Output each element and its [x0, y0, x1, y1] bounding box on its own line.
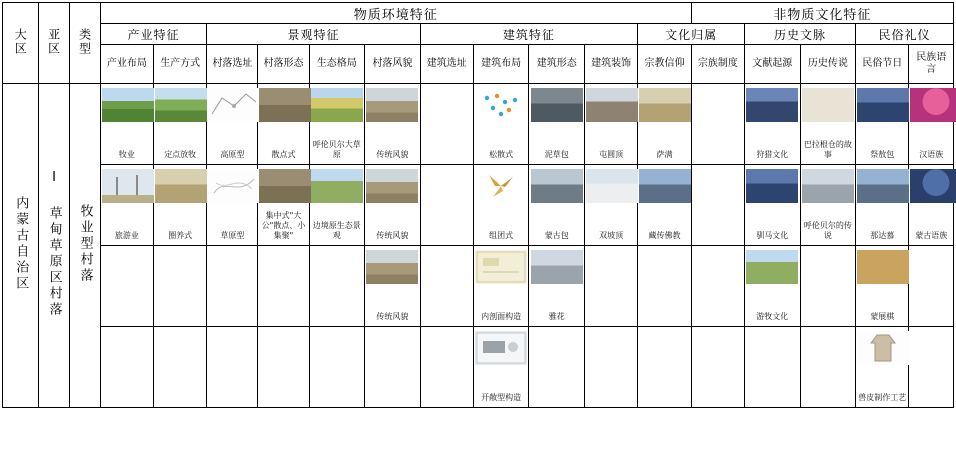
steppe-road-photo [311, 169, 363, 203]
col-building-layout: 建筑布局 [473, 45, 529, 84]
chess-board-photo [857, 250, 909, 284]
leather-robe-photo [857, 331, 909, 365]
cell-r3c3 [207, 246, 258, 327]
cell-r3c12 [691, 246, 744, 327]
cell-r2c14: 呼伦贝尔的传说 [800, 165, 856, 246]
cluster-diagram [475, 169, 527, 203]
cell-r2c16: 蒙古语族 [909, 165, 954, 246]
cell-r1c4: 散点式 [258, 84, 309, 165]
cell-r4c4 [258, 327, 309, 408]
cell-r4c3 [207, 327, 258, 408]
rowhead-region: 大区 [3, 3, 39, 84]
cell-r3c5 [309, 246, 365, 327]
cell-r4c1 [100, 327, 153, 408]
type-label: 牧业型村落 [69, 84, 100, 408]
rowhead-subregion: 亚区 [38, 3, 69, 84]
region-label: 内蒙古自治区 [3, 84, 39, 408]
header-material-environment: 物质环境特征 [100, 3, 691, 24]
cell-r1c12 [691, 84, 744, 165]
village-landscape-photo [366, 88, 418, 122]
header-folk-ritual: 民俗礼仪 [856, 24, 954, 45]
col-village-site: 村落选址 [207, 45, 258, 84]
col-building-site: 建筑选址 [420, 45, 473, 84]
cell-r1c14: 巴拉根仓的故事 [800, 84, 856, 165]
cell-r4c8: 开敞型构造 [473, 327, 529, 408]
header-cultural-affiliation: 文化归属 [638, 24, 745, 45]
col-historical-legend: 历史传说 [800, 45, 856, 84]
site-map-line-drawing [208, 88, 260, 122]
cell-r1c11: 萨满 [638, 84, 691, 165]
header-landscape: 景观特征 [207, 24, 420, 45]
cell-r4c6 [365, 327, 421, 408]
cell-r3c2 [154, 246, 207, 327]
cell-r2c7 [420, 165, 473, 246]
doll-pink-photo [910, 88, 956, 122]
grassland-horse-photo [366, 250, 418, 284]
col-ethnic-language: 民族语言 [909, 45, 954, 84]
cell-r2c9: 蒙古包 [529, 165, 585, 246]
col-ecological-pattern: 生态格局 [309, 45, 365, 84]
cell-r4c14 [800, 327, 856, 408]
cell-r1c6: 传统风貌 [365, 84, 421, 165]
cell-r1c10: 屯圆顶 [584, 84, 637, 165]
book-cover-photo [802, 88, 854, 122]
hulunbuir-grassland-photo [311, 88, 363, 122]
aerial-village-photo [259, 88, 311, 122]
hulunbuir-legend-photo [802, 169, 854, 203]
cell-r4c11 [638, 327, 691, 408]
felt-yurt-photo [531, 88, 583, 122]
cell-r4c12 [691, 327, 744, 408]
wind-turbine-photo [102, 169, 154, 203]
cell-r1c5: 呼伦贝尔大草原 [309, 84, 365, 165]
header-intangible-culture: 非物质文化特征 [691, 3, 953, 24]
header-industry: 产业特征 [100, 24, 207, 45]
village-plan-sketch [259, 169, 311, 203]
cell-r4c10 [584, 327, 637, 408]
site-sketch-drawing [208, 169, 260, 203]
nadam-fair-photo [857, 169, 909, 203]
cell-r3c15: 蒙展棋 [856, 246, 909, 327]
rowhead-type: 类型 [69, 3, 100, 84]
cell-r4c15: 兽皮制作工艺 [856, 327, 909, 408]
grassland-cattle-photo [102, 88, 154, 122]
col-building-form: 建筑形态 [529, 45, 585, 84]
cell-r2c4: 集中式"大公"散点、小集聚" [258, 165, 309, 246]
cell-r1c2: 定点放牧 [154, 84, 207, 165]
cell-r3c8: 内剖面构造 [473, 246, 529, 327]
cell-r3c4 [258, 246, 309, 327]
cell-r2c12 [691, 165, 744, 246]
cell-r1c16: 汉语族 [909, 84, 954, 165]
cell-r1c9: 泥草包 [529, 84, 585, 165]
cell-r2c11: 藏传佛教 [638, 165, 691, 246]
col-folk-festival: 民俗节日 [856, 45, 909, 84]
cell-r4c2 [154, 327, 207, 408]
double-slope-roof-photo [586, 169, 638, 203]
shamanism-ritual-photo [639, 88, 691, 122]
cell-r4c5 [309, 327, 365, 408]
cell-r3c9: 雅花 [529, 246, 585, 327]
cell-r3c14 [800, 246, 856, 327]
tibetan-buddhism-photo [639, 169, 691, 203]
cell-r1c1: 牧业 [100, 84, 153, 165]
cell-r3c7 [420, 246, 473, 327]
cell-r1c13: 狩猎文化 [745, 84, 801, 165]
mongolian-yurt-photo [531, 169, 583, 203]
col-industry-layout: 产业布局 [100, 45, 153, 84]
header-historical-context: 历史文脉 [745, 24, 856, 45]
col-village-form: 村落形态 [258, 45, 309, 84]
cell-r3c1 [100, 246, 153, 327]
header-architecture: 建筑特征 [420, 24, 638, 45]
cell-r2c3: 草原型 [207, 165, 258, 246]
section-drawing [475, 331, 527, 365]
cell-r2c15: 那达慕 [856, 165, 909, 246]
cell-r3c11 [638, 246, 691, 327]
cell-r2c8: 组团式 [473, 165, 529, 246]
cell-r1c8: 松散式 [473, 84, 529, 165]
cell-r1c15: 祭敖包 [856, 84, 909, 165]
col-clan-system: 宗族制度 [691, 45, 744, 84]
nomadic-culture-photo [746, 250, 798, 284]
table-row [3, 84, 954, 165]
cell-r4c9 [529, 327, 585, 408]
col-literature-origin: 文献起源 [745, 45, 801, 84]
decoration-photo [531, 250, 583, 284]
characteristics-table [2, 2, 954, 408]
cell-r2c13: 驯马文化 [745, 165, 801, 246]
doll-blue-photo [910, 169, 956, 203]
festival-dance-photo [857, 88, 909, 122]
dome-roof-photo [586, 88, 638, 122]
cell-r2c10: 双坡顶 [584, 165, 637, 246]
col-building-decoration: 建筑装饰 [584, 45, 637, 84]
col-village-style: 村落风貌 [365, 45, 421, 84]
cell-r4c16 [909, 327, 954, 408]
col-religion: 宗教信仰 [638, 45, 691, 84]
grassland-sheep-photo [155, 88, 207, 122]
horse-training-photo [746, 169, 798, 203]
cell-r3c13: 游牧文化 [745, 246, 801, 327]
cell-r2c2: 圈养式 [154, 165, 207, 246]
subregion-label: Ⅰ 草甸草原区村落 [38, 84, 69, 408]
cell-r3c10 [584, 246, 637, 327]
cell-r1c3: 高原型 [207, 84, 258, 165]
cell-r3c6: 传统风貌 [365, 246, 421, 327]
cell-r3c16 [909, 246, 954, 327]
interior-layout-drawing [475, 250, 527, 284]
table-row [3, 165, 954, 246]
horse-herd-photo [155, 169, 207, 203]
col-production-mode: 生产方式 [154, 45, 207, 84]
cell-r2c6: 传统风貌 [365, 165, 421, 246]
table-row [3, 246, 954, 327]
hunting-culture-photo [746, 88, 798, 122]
cell-r4c13 [745, 327, 801, 408]
cell-r2c5: 边境原生态景观 [309, 165, 365, 246]
desert-village-photo [366, 169, 418, 203]
table-row [3, 327, 954, 408]
cell-r1c7 [420, 84, 473, 165]
cell-r4c7 [420, 327, 473, 408]
scatter-diagram [475, 88, 527, 122]
cell-r2c1: 旅游业 [100, 165, 153, 246]
